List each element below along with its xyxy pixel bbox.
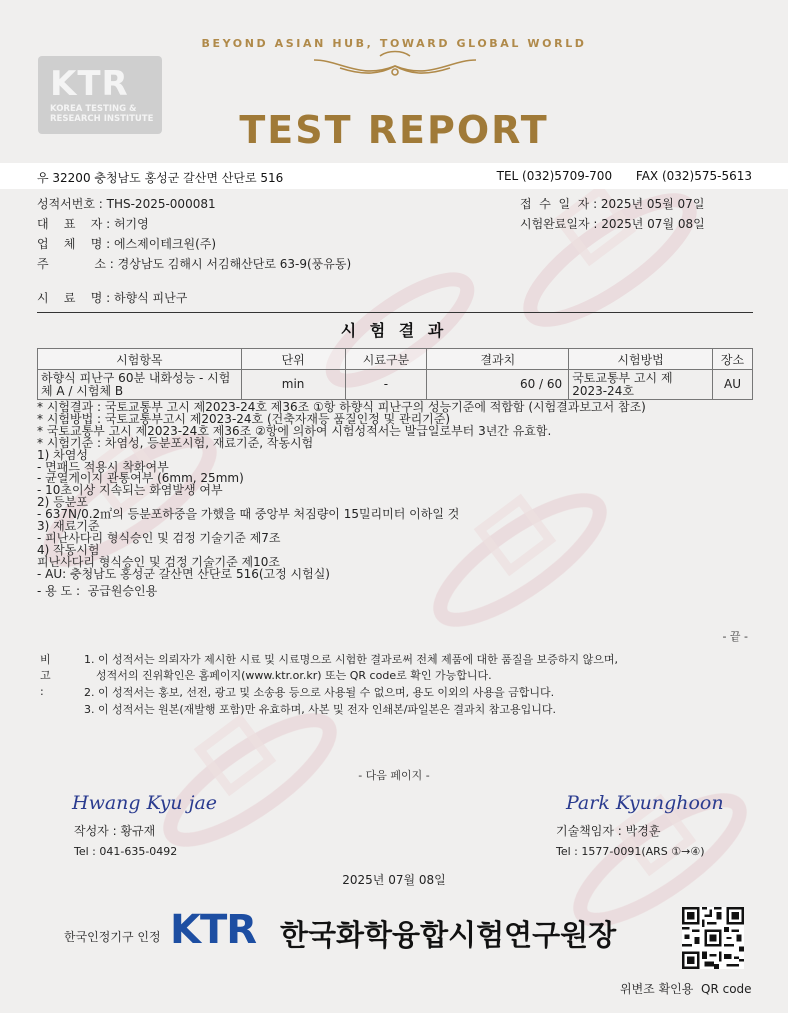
note-line: - AU: 충청남도 홍성군 갈산면 산단로 516(고정 시험실) xyxy=(37,566,330,581)
logo-text: KTR xyxy=(50,64,129,104)
note-line: * 시험기준 : 차염성, 등분포시험, 재료기준, 작동시험 xyxy=(37,435,314,450)
remark-1-cont: 성적서의 진위확인은 홈페이지(www.ktr.or.kr) 또는 QR code로 확인 가능합니다. xyxy=(96,669,492,682)
note-line: 3) 재료기준 xyxy=(37,519,100,534)
cell-method: 국토교통부 고시 제 2023-24호 xyxy=(569,370,713,400)
received-date: 접 수 일 자 : 2025년 05월 07일 xyxy=(520,197,705,211)
note-line: 1) 차염성 xyxy=(37,447,88,462)
manager-tel: Tel : 1577-0091(ARS ①→④) xyxy=(556,845,705,858)
header-slogan: BEYOND ASIAN HUB, TOWARD GLOBAL WORLD xyxy=(201,37,587,50)
remark-2: 2. 이 성적서는 홍보, 선전, 광고 및 소송용 등으로 사용될 수 없으며, 용도 이외의 사용을 금합니다. xyxy=(84,686,555,699)
table-header-row xyxy=(38,349,753,370)
cell-sample-type: - xyxy=(345,370,427,400)
writer-signature: Hwang Kyu jae xyxy=(72,792,218,814)
cell-location: AU xyxy=(713,370,753,400)
note-line: - 10초이상 지속되는 화염발생 여부 xyxy=(37,483,223,498)
note-line: - 637N/0.2㎡의 등분포하중을 가했을 때 중앙부 처짐량이 15밀리미터 이하일 것 xyxy=(37,507,460,522)
qr-code-icon xyxy=(682,907,744,969)
report-number: 성적서번호 : THS-2025-000081 xyxy=(37,197,216,211)
qr-caption: 위변조 확인용 QR code xyxy=(620,982,752,996)
table-row xyxy=(38,370,753,400)
results-table xyxy=(37,348,753,400)
note-line: 4) 작동시험 xyxy=(37,542,100,557)
logo-subtitle: KOREA TESTING & RESEARCH INSTITUTE xyxy=(50,104,154,124)
note-line: * 시험결과 : 국토교통부 고시 제2023-24호 제36조 ①항 하향식 피난구의 성능기준에 적합함 (시험결과보고서 참조) xyxy=(37,400,646,414)
note-line: * 국토교통부 고시 제2023-24호 제36조 ②항에 의하여 시험성적서는 발급일로부터 3년간 유효함. xyxy=(37,423,552,438)
cell-result: 60 / 60 xyxy=(427,370,569,400)
cell-test-item: 하향식 피난구 60분 내화성능 - 시험 체 A / 시험체 B xyxy=(38,370,242,400)
report-title: TEST REPORT xyxy=(239,108,549,152)
accreditation-text: 한국인정기구 인정 xyxy=(64,930,161,944)
sample-name: 시 료 명 : 하향식 피난구 xyxy=(37,291,188,305)
writer-tel: Tel : 041-635-0492 xyxy=(74,845,178,858)
divider xyxy=(37,312,753,313)
next-page-mark: - 다음 페이지 - xyxy=(358,769,430,782)
manager-signature: Park Kyunghoon xyxy=(566,792,724,814)
completed-date: 시험완료일자 : 2025년 07월 08일 xyxy=(520,217,705,231)
header-method: 시험방법 xyxy=(569,349,713,370)
header-test-item: 시험항목 xyxy=(38,349,242,370)
header-result: 결과치 xyxy=(427,349,569,370)
note-line: - 피난사다리 형식승인 및 검정 기술기준 제7조 xyxy=(37,530,281,545)
issue-date: 2025년 07월 08일 xyxy=(342,873,446,887)
note-line: 2) 등분포 xyxy=(37,495,88,510)
note-line: - 면패드 적용시 착화여부 xyxy=(37,459,169,474)
end-mark: - 끝 - xyxy=(722,630,748,643)
note-line: 피난사다리 형식승인 및 검정 기술기준 제10조 xyxy=(37,554,280,569)
note-line: - 균열게이지 관통여부 (6mm, 25mm) xyxy=(37,471,244,486)
fax-number: FAX (032)575-5613 xyxy=(635,169,752,183)
header-unit: 단위 xyxy=(241,349,345,370)
representative: 대 표 자 : 허기영 xyxy=(37,217,149,231)
ktr-footer-logo: KTR xyxy=(170,907,257,953)
company-address: 주 소 : 경상남도 김해시 서김해산단로 63-9(풍유동) xyxy=(37,257,352,271)
institute-address: 우 32200 충청남도 홍성군 갈산면 산단로 516 xyxy=(37,171,284,185)
company-name: 업 체 명 : 에스제이테크원(주) xyxy=(37,237,217,251)
ornament-flourish-icon xyxy=(310,50,480,86)
note-line: * 시험방법 : 국토교통부고시 제2023-24호 (건축자재등 품질인정 및 관리기준) xyxy=(37,411,451,426)
remark-3: 3. 이 성적서는 원본(재발행 포함)만 유효하며, 사본 및 전자 인쇄본/파일본은 결과치 참고용입니다. xyxy=(84,703,557,716)
tel-number: TEL (032)5709-700 xyxy=(496,169,613,183)
writer-label: 작성자 : 황규재 xyxy=(74,824,156,838)
results-title: 시 험 결 과 xyxy=(340,321,448,340)
institute-name: 한국화학융합시험연구원장 xyxy=(280,918,617,952)
remarks-label: 비 고 : xyxy=(40,653,51,698)
cell-unit: min xyxy=(241,370,345,400)
notes-block xyxy=(37,402,753,598)
remark-1: 1. 이 성적서는 의뢰자가 제시한 시료 및 시료명으로 시험한 결과로써 전체 제품에 대한 품질을 보증하지 않으며, xyxy=(84,653,618,666)
header-location: 장소 xyxy=(713,349,753,370)
manager-label: 기술책임자 : 박경훈 xyxy=(556,824,661,838)
contact-numbers xyxy=(477,169,752,183)
header-sample-type: 시료구분 xyxy=(345,349,427,370)
address-bar xyxy=(0,163,788,189)
note-line: - 용 도 : 공급원승인용 xyxy=(37,583,158,598)
